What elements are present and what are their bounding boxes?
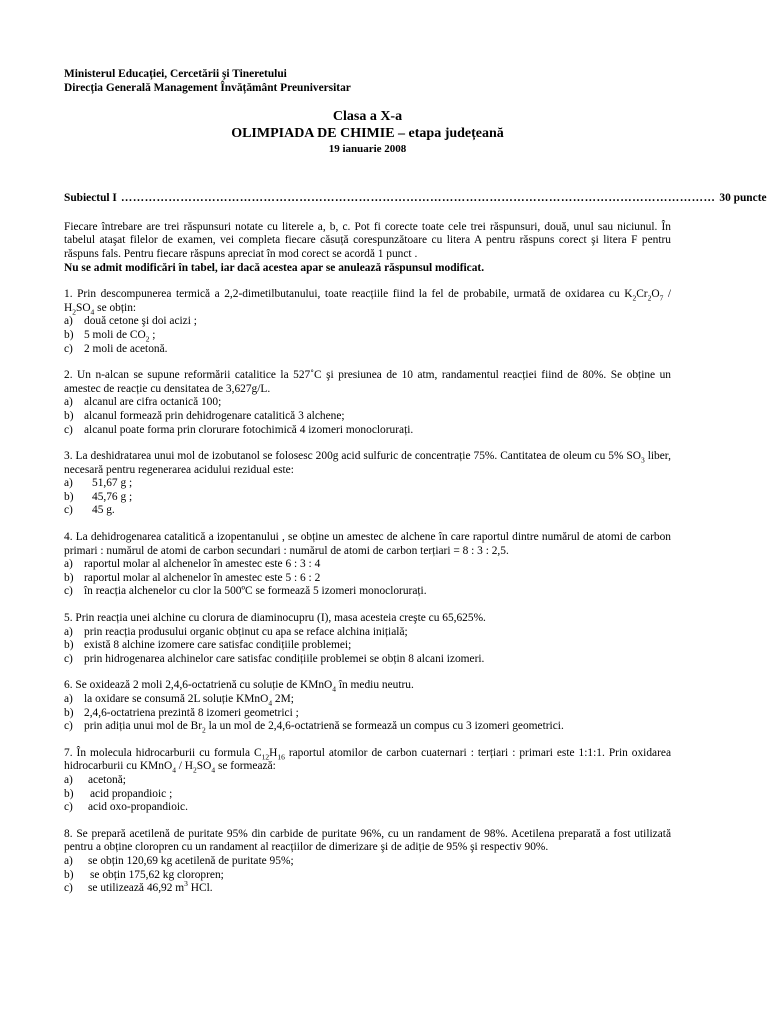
option-c: c) acid oxo-propandioic. xyxy=(64,801,188,814)
option-c: c) se utilizează 46,92 $m^3$ HCl. xyxy=(64,879,213,895)
option-a: a) acetonă; xyxy=(64,773,126,786)
option-c: c) 2 moli de acetonă. xyxy=(64,342,168,355)
option-b: b) 5 moli de $CO_2$ ; xyxy=(64,328,156,344)
option-c: c) 45 g. xyxy=(64,504,115,517)
option-c: c) prin adiția unui mol de $Br_2$ la un mol de 2,4,6-octatrienă se formează un compus cu 3 izomeri geometrici. xyxy=(64,720,564,735)
question-4 xyxy=(64,531,671,599)
option-b: b) 45,76 g ; xyxy=(64,490,133,503)
option-b: b) 2,4,6-octatriena prezintă 8 izomeri geometrici ; xyxy=(64,706,299,719)
question-2-stem: 2. Un n-alcan se supune reformării catalitice la 527˚C şi presiunea de 10 atm, randamentul reacției fiind de 80%. Se obține un amestec de reacție cu densitatea de 3,627g/L. xyxy=(64,369,671,395)
option-c: c) alcanul poate forma prin clorurare fotochimică 4 izomeri monoclorurați. xyxy=(64,423,414,436)
instructions-warning: Nu se admit modificări în tabel, iar dacă acestea apar se anulează răspunsul modificat. xyxy=(64,261,485,274)
option-b: b) raportul molar al alchenelor în amestec este 5 : 6 : 2 xyxy=(64,571,321,584)
question-5 xyxy=(64,612,671,666)
ministry-name: Ministerul Educației, Cercetării şi Tineretului xyxy=(64,68,287,80)
question-3 xyxy=(64,450,671,518)
option-a: a) alcanul are cifra octanică 100; xyxy=(64,396,222,409)
question-8 xyxy=(64,828,671,896)
option-b: b) există 8 alchine izomere care satisfac condițiile problemei; xyxy=(64,639,352,652)
question-7-stem: 7. În molecula hidrocarburii cu formula $C_{12}H_{16}$ raportul atomilor de carbon cuaternari : terțiari : primari este 1:1:1. Prin oxidarea hidrocarburii cu KMnO$_4$ / $H_2SO_4$ se formează: xyxy=(64,746,672,775)
question-5-stem: 5. Prin reacția unei alchine cu clorura de diaminocupru (I), masa acesteia creşte cu 65,625%. xyxy=(64,612,486,625)
question-8-stem: 8. Se prepară acetilenă de puritate 95% din carbide de puritate 96%, cu un randament de 98%. Acetilena preparată a fost utilizată pentru a obține cloropren cu un randament al reacțiilor de dimerizare şi de adiție de 95% şi respectiv 90%. xyxy=(64,827,671,854)
option-a: a) două cetone şi doi acizi ; xyxy=(64,315,197,328)
option-a: a) raportul molar al alchenelor în amestec este 6 : 3 : 4 xyxy=(64,558,321,571)
subject-heading xyxy=(64,192,767,206)
exam-date: 19 ianuarie 2008 xyxy=(328,143,407,156)
option-a: a) se obțin 120,69 kg acetilenă de puritate 95%; xyxy=(64,854,294,867)
option-a: a) 51,67 g ; xyxy=(64,477,133,490)
question-7 xyxy=(64,747,671,815)
question-3-stem: 3. La deshidratarea unui mol de izobutanol se folosesc 200g acid sulfuric de concentrație 75%. Cantitatea de oleum cu 5% $SO_3$ liber, necesară pentru regenerarea acidului rezidual este: xyxy=(64,450,671,476)
option-b: b) alcanul formează prin dehidrogenare catalitică 3 alchene; xyxy=(64,409,345,422)
option-a: a) prin reacția produsului organic obținut cu apa se reface alchina inițială; xyxy=(64,625,408,638)
question-6 xyxy=(64,679,671,733)
option-b: b) se obțin 175,62 kg cloropren; xyxy=(64,868,224,881)
subject-points: 30 puncte xyxy=(719,192,767,205)
option-c: c) în reacția alchenelor cu clor la 500ºC se formează 5 izomeri monoclorurați. xyxy=(64,585,427,598)
subject-label: Subiectul I xyxy=(64,192,117,205)
subject-dots: …………………………………………………………………………………………………………………………………… xyxy=(120,192,716,205)
exam-page xyxy=(64,68,767,896)
instructions xyxy=(64,221,671,275)
question-2 xyxy=(64,369,671,437)
question-1-stem: 1. Prin descompunerea termică a 2,2-dimetilbutanului, toate reacțiile fiind la fel de probabile, urmată de oxidarea cu $K_2Cr_2O_7 / H_2SO_4$ se obțin: xyxy=(64,288,672,317)
directorate-name: Direcția Generală Management Învățământ Preuniversitar xyxy=(64,81,351,94)
class-title: Clasa a X-a xyxy=(332,109,403,125)
question-1 xyxy=(64,288,671,356)
option-a: a) la oxidare se consumă 2L soluție KMnO$_4$ 2M; xyxy=(64,693,294,708)
option-c: c) prin hidrogenarea alchinelor care satisfac condițiile problemei se obțin 8 alcani izomeri. xyxy=(64,652,485,665)
option-b: b) acid propandioic ; xyxy=(64,787,173,800)
olympiad-title: OLIMPIADA DE CHIMIE – etapa județeană xyxy=(231,126,504,142)
question-4-stem: 4. La dehidrogenarea catalitică a izopentanului , se obține un amestec de alchene în care raportul dintre numărul de atomi de carbon primari : numărul de atomi de carbon secundari : numărul de atomi de carbon terțiari = 8 : 3 : 2,5. xyxy=(64,531,671,557)
instructions-text: Fiecare întrebare are trei răspunsuri notate cu literele a, b, c. Pot fi corecte toate cele trei răspunsuri, două, unul sau niciunul. În tabelul ataşat filelor de examen, vei completa fiecare căsuță corespunzătoare cu litera A pentru răspuns corect şi litera F pentru răspuns fals. Pentru fiecare răspuns apreciat în mod corect se acordă 1 punct . xyxy=(64,220,671,260)
question-6-stem: 6. Se oxidează 2 moli 2,4,6-octatrienă cu soluție de KMnO$_4$ în mediu neutru. xyxy=(64,679,414,694)
